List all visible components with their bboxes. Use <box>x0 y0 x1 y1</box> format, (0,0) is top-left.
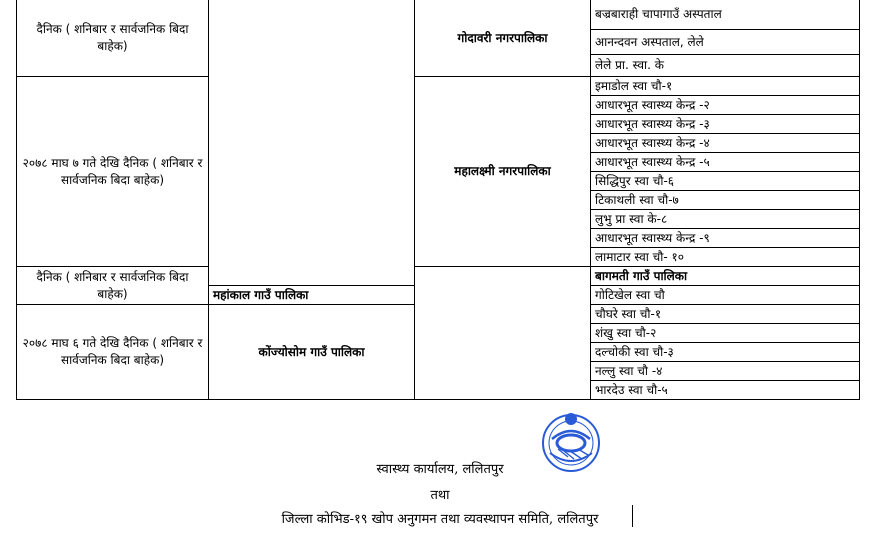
blank-column-cell <box>415 267 591 400</box>
facility-cell: नल्लु स्वा चौ -४ <box>591 362 860 381</box>
blank-column-cell <box>209 0 415 286</box>
facility-cell: सिद्धिपुर स्वा चौ-६ <box>591 172 860 191</box>
text-cursor <box>632 505 633 527</box>
facility-cell: आधारभूत स्वास्थ्य केन्द्र -५ <box>591 153 860 172</box>
conjunction-text: तथा <box>430 488 450 503</box>
facility-cell: लुभु प्रा स्वा के-८ <box>591 210 860 229</box>
facility-cell: गोटिखेल स्वा चौ <box>591 286 860 305</box>
facility-cell: आधारभूत स्वास्थ्य केन्द्र -४ <box>591 134 860 153</box>
facility-cell: शंखु स्वा चौ-२ <box>591 324 860 343</box>
municipality-cell: महांकाल गाउँ पालिका <box>209 286 415 305</box>
office-name: स्वास्थ्य कार्यालय, ललितपुर <box>376 462 504 477</box>
facility-cell: चौघरे स्वा चौ-१ <box>591 305 860 324</box>
timing-cell: २०७८ माघ ६ गते देखि दैनिक ( शनिबार र सार्वजनिक बिदा बाहेक) <box>17 305 209 400</box>
facility-cell: टिकाथली स्वा चौ-७ <box>591 191 860 210</box>
facility-cell: लेले प्रा. स्वा. के <box>591 55 860 77</box>
municipality-cell: बागमती गाउँ पालिका <box>591 267 860 286</box>
committee-name: जिल्ला कोभिड-१९ खोप अनुगमन तथा व्यवस्थापन समिति, ललितपुर <box>281 512 599 527</box>
facility-cell: आधारभूत स्वास्थ्य केन्द्र -९ <box>591 229 860 248</box>
timing-cell: २०७८ माघ ७ गते देखि दैनिक ( शनिबार र सार्वजनिक बिदा बाहेक) <box>17 77 209 267</box>
timing-cell: दैनिक ( शनिबार र सार्वजनिक बिदा बाहेक) <box>17 0 209 77</box>
vaccination-schedule-table <box>16 0 860 400</box>
table-row <box>17 77 860 96</box>
municipality-cell: कोंज्योसोम गाउँ पालिका <box>209 305 415 400</box>
timing-cell: दैनिक ( शनिबार र सार्वजनिक बिदा बाहेक) <box>17 267 209 305</box>
facility-cell: दल्चोकी स्वा चौ-३ <box>591 343 860 362</box>
facility-cell: भारदेउ स्वा चौ-५ <box>591 381 860 400</box>
table-row <box>17 267 860 286</box>
facility-cell: इमाडोल स्वा चौ-१ <box>591 77 860 96</box>
facility-cell: आधारभूत स्वास्थ्य केन्द्र -२ <box>591 96 860 115</box>
facility-cell: आनन्दवन अस्पताल, लेले <box>591 29 860 55</box>
municipality-cell: महालक्ष्मी नगरपालिका <box>415 77 591 267</box>
table-row <box>17 0 860 29</box>
facility-cell: बज्रबाराही चापागाउँ अस्पताल <box>591 0 860 29</box>
facility-cell: आधारभूत स्वास्थ्य केन्द्र -३ <box>591 115 860 134</box>
facility-cell: लामाटार स्वा चौ- १० <box>591 248 860 267</box>
municipality-cell: गोदावरी नगरपालिका <box>415 0 591 77</box>
